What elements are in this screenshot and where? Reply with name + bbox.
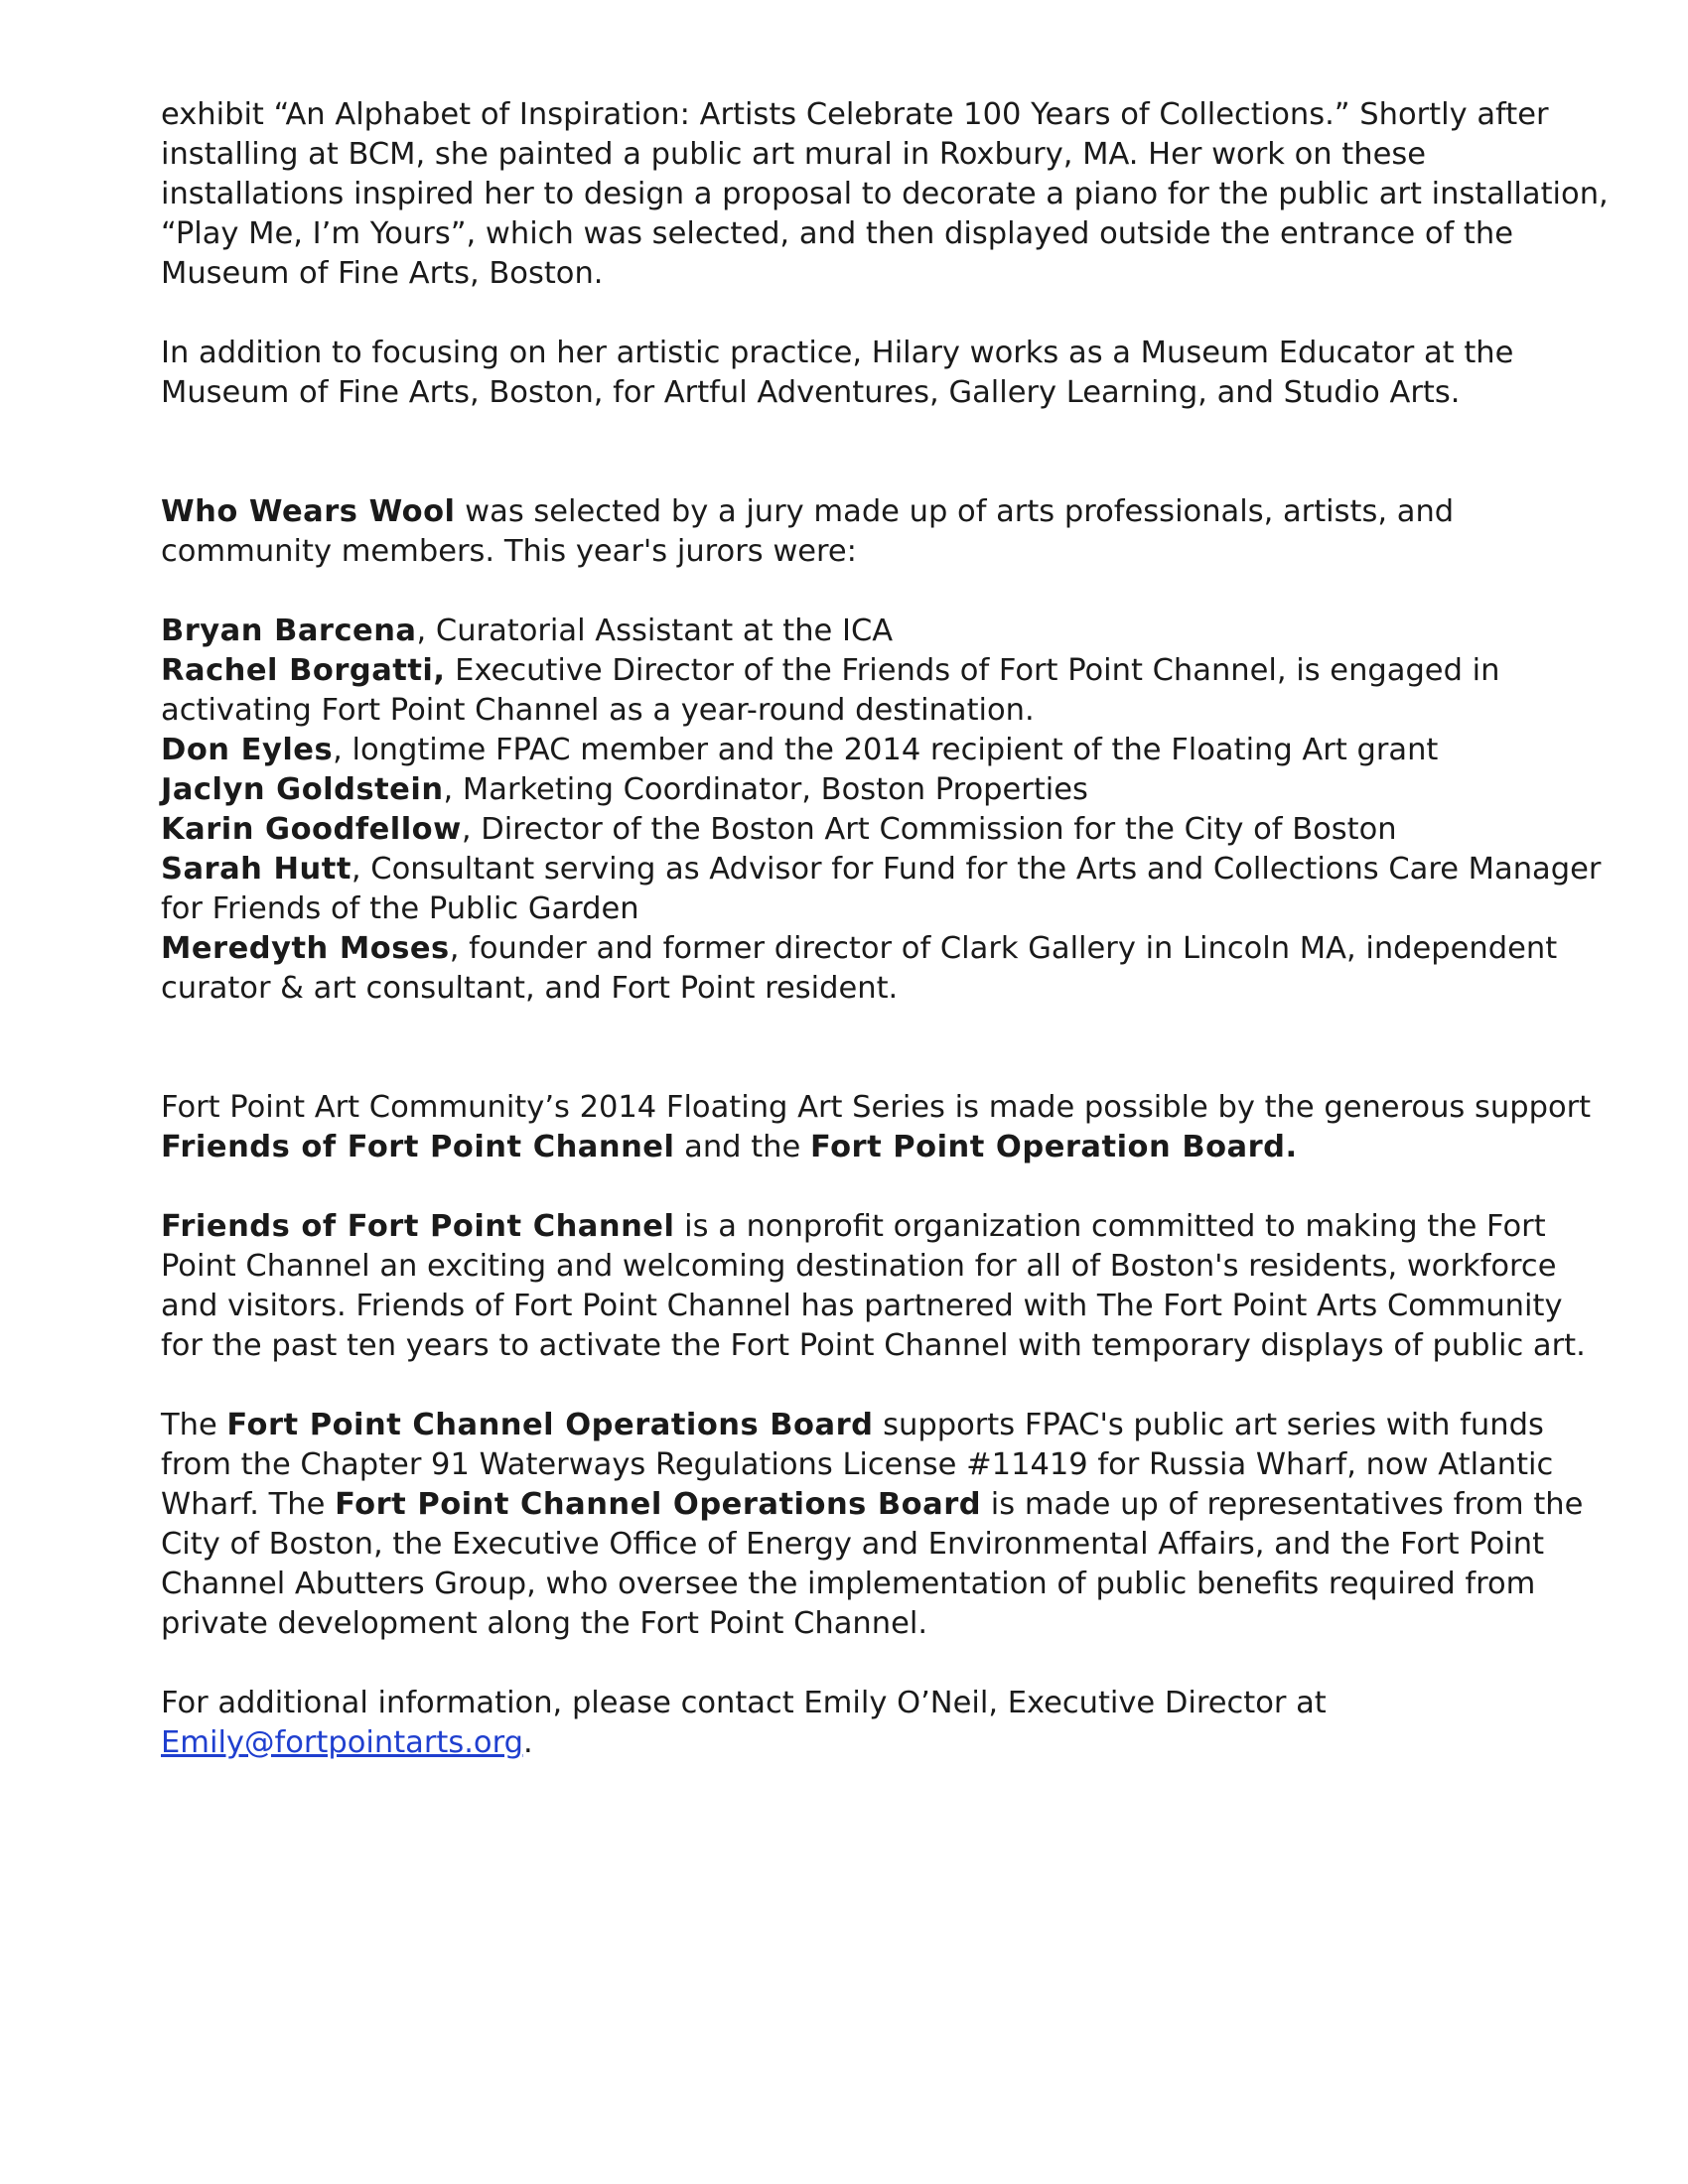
spacer (161, 1366, 1611, 1406)
sponsor-name-friends: Friends of Fort Point Channel (161, 1130, 675, 1164)
sponsor-paragraph (161, 1088, 1611, 1167)
document-page (161, 95, 1611, 1763)
juror-name: Rachel Borgatti, (161, 653, 446, 688)
juror-name: Bryan Barcena (161, 614, 417, 648)
sponsor-text: and the (674, 1130, 810, 1164)
board-text: The (161, 1408, 227, 1442)
juror-name: Jaclyn Goldstein (161, 772, 444, 807)
juror-name: Meredyth Moses (161, 931, 450, 966)
board-text: supports FPAC's public art series with funds from the Chapter 91 Waterways Regulations License #11419 for Russia Wharf, now Atlantic Wharf. The (161, 1408, 1554, 1522)
board-name: Fort Point Channel Operations Board (335, 1487, 982, 1522)
jurors-list (161, 612, 1611, 1009)
jury-intro-text: was selected by a jury made up of arts professionals, artists, and community members. This year's jurors were: (161, 494, 1455, 569)
spacer (161, 413, 1611, 492)
juror-description: , Curatorial Assistant at the ICA (416, 614, 894, 648)
friends-text: is a nonprofit organization committed to making the Fort Point Channel an exciting and welcoming destination for all of Boston's residents, workforce and visitors. Friends of Fort Point Channel has partnered with The Fort Point Arts Community for the past ten years to activate the Fort Point Channel with temporary displays of public art. (161, 1209, 1586, 1363)
juror-entry (161, 651, 1611, 731)
juror-description: , founder and former director of Clark Gallery in Lincoln MA, independent curator & art consultant, and Fort Point resident. (161, 931, 1558, 1006)
sponsor-text: Fort Point Art Community’s 2014 Floating Art Series is made possible by the generous support (161, 1090, 1592, 1125)
juror-entry (161, 929, 1611, 1009)
juror-entry (161, 850, 1611, 929)
juror-entry (161, 770, 1611, 810)
artwork-title: Who Wears Wool (161, 494, 456, 529)
spacer (161, 294, 1611, 334)
juror-entry (161, 612, 1611, 651)
contact-paragraph (161, 1684, 1611, 1763)
juror-description: Executive Director of the Friends of Fort Point Channel, is engaged in activating Fort Point Channel as a year-round destination. (161, 653, 1500, 728)
juror-name: Sarah Hutt (161, 852, 352, 887)
jury-intro-paragraph (161, 492, 1611, 572)
juror-entry (161, 810, 1611, 850)
juror-description: , longtime FPAC member and the 2014 recipient of the Floating Art grant (333, 733, 1439, 767)
artist-bio-paragraph: exhibit “An Alphabet of Inspiration: Artists Celebrate 100 Years of Collections.” Shortly after installing at BCM, she painted a public art mural in Roxbury, MA. Her work on these installations inspired her to design a proposal to decorate a piano for the public art installation, “Play Me, I’m Yours”, which was selected, and then displayed outside the entrance of the Museum of Fine Arts, Boston. (161, 97, 1609, 291)
spacer (161, 1167, 1611, 1207)
board-text: is made up of representatives from the City of Boston, the Executive Office of Energy and Environmental Affairs, and the Fort Point Channel Abutters Group, who oversee the implementation of public benefits required from private development along the Fort Point Channel. (161, 1487, 1584, 1641)
spacer (161, 1009, 1611, 1088)
juror-description: , Marketing Coordinator, Boston Properties (443, 772, 1088, 807)
contact-email-link[interactable]: Emily@fortpointarts.org (161, 1725, 523, 1760)
juror-name: Karin Goodfellow (161, 812, 462, 847)
juror-description: , Director of the Boston Art Commission for the City of Boston (461, 812, 1397, 847)
board-paragraph (161, 1406, 1611, 1644)
juror-name: Don Eyles (161, 733, 334, 767)
juror-description: , Consultant serving as Advisor for Fund for the Arts and Collections Care Manager for Friends of the Public Garden (161, 852, 1602, 926)
sponsor-name-board: Fort Point Operation Board. (809, 1130, 1298, 1164)
friends-name: Friends of Fort Point Channel (161, 1209, 675, 1244)
board-name: Fort Point Channel Operations Board (226, 1408, 874, 1442)
contact-text: For additional information, please contact Emily O’Neil, Executive Director at (161, 1686, 1327, 1720)
contact-end: . (522, 1725, 533, 1760)
spacer (161, 572, 1611, 612)
educator-paragraph: In addition to focusing on her artistic practice, Hilary works as a Museum Educator at the Museum of Fine Arts, Boston, for Artful Adventures, Gallery Learning, and Studio Arts. (161, 336, 1514, 410)
spacer (161, 1644, 1611, 1684)
friends-paragraph (161, 1207, 1611, 1366)
juror-entry (161, 731, 1611, 770)
